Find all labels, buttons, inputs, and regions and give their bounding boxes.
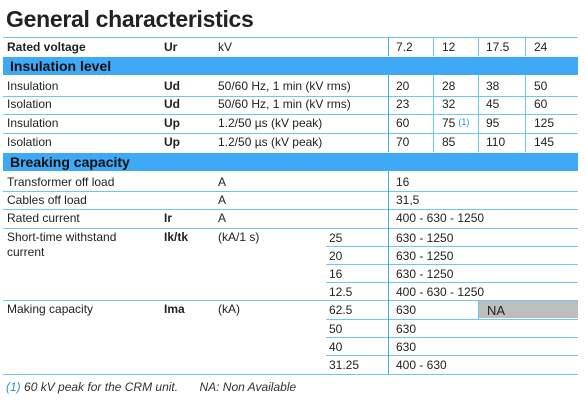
row-value: 70	[396, 135, 410, 149]
row-value: 28	[442, 79, 456, 93]
row-ka: 62.5	[329, 303, 353, 317]
divider	[3, 374, 578, 375]
divider	[326, 246, 578, 247]
table-row	[3, 211, 578, 228]
divider	[3, 37, 578, 38]
row-value	[442, 116, 469, 130]
row-symbol: Ud	[164, 97, 180, 111]
column-rule	[525, 75, 526, 152]
row-unit: A	[218, 193, 227, 207]
row-label: Insulation	[7, 79, 59, 93]
row-symbol: Up	[164, 116, 180, 130]
row-value: 400 - 630 - 1250	[396, 211, 485, 225]
column-rule	[478, 300, 479, 319]
making-group	[3, 302, 578, 376]
row-label: Rated current	[7, 211, 80, 225]
row-value: 60	[534, 97, 548, 111]
row-ka: 31.25	[329, 358, 360, 372]
rated-voltage-value: 7.2	[396, 40, 413, 54]
row-value: 16	[396, 175, 410, 189]
row-value: 85	[442, 135, 456, 149]
column-rule	[388, 75, 389, 152]
rated-voltage-label: Rated voltage	[7, 40, 86, 54]
row-value: 110	[486, 135, 506, 149]
divider	[3, 133, 578, 134]
row-symbol: Ik/tk	[164, 230, 189, 244]
row-ka: 50	[329, 322, 343, 336]
row-symbol: Ir	[164, 211, 173, 225]
divider	[3, 96, 578, 97]
row-value: 630 - 1250	[396, 267, 454, 281]
divider	[3, 300, 578, 301]
row-value: 45	[486, 97, 500, 111]
row-value: 630 - 1250	[396, 231, 454, 245]
row-ka: 25	[329, 231, 343, 245]
row-ka: 12.5	[329, 285, 353, 299]
row-label: Cables off load	[7, 193, 87, 207]
table-row	[3, 175, 578, 192]
row-ka: 16	[329, 267, 343, 281]
row-value: 145	[534, 135, 555, 149]
column-rule	[433, 75, 434, 152]
divider	[3, 114, 578, 115]
row-value: 400 - 630 - 1250	[396, 285, 485, 299]
column-rule	[525, 37, 526, 56]
footnote-text: 60 kV peak for the CRM unit.	[24, 380, 179, 394]
page-title: General characteristics	[6, 6, 254, 32]
divider	[326, 282, 578, 283]
row-label-line2: current	[7, 245, 45, 259]
divider	[326, 264, 578, 265]
row-value: 630	[396, 322, 417, 336]
table-row	[3, 116, 578, 133]
rated-voltage-row	[3, 39, 578, 56]
rated-voltage-symbol: Ur	[164, 40, 178, 54]
row-value: 630	[396, 303, 417, 317]
table-row	[3, 97, 578, 114]
row-unit: (kA)	[218, 302, 240, 316]
table-row	[3, 193, 578, 210]
row-value: 50	[534, 79, 548, 93]
row-label: Short-time withstand	[7, 230, 117, 244]
row-value: 31,5	[396, 193, 420, 207]
row-unit: (kA/1 s)	[218, 230, 260, 244]
row-value: 32	[442, 97, 456, 111]
breaking-section-title: Breaking capacity	[10, 154, 130, 170]
rated-voltage-value: 24	[534, 40, 548, 54]
divider	[3, 191, 578, 192]
divider	[326, 337, 578, 338]
row-condition: 50/60 Hz, 1 min (kV rms)	[218, 97, 351, 111]
column-rule	[478, 37, 479, 56]
footnote	[6, 380, 296, 394]
row-label: Isolation	[7, 97, 52, 111]
footnote-reference: (1)	[458, 117, 470, 127]
row-label: Insulation	[7, 116, 59, 130]
row-value: 630 - 1250	[396, 249, 454, 263]
column-rule	[478, 75, 479, 152]
column-rule	[433, 37, 434, 56]
row-value: 400 - 630	[396, 358, 447, 372]
column-rule	[388, 37, 389, 56]
row-unit: A	[218, 175, 227, 189]
row-value: 23	[396, 97, 410, 111]
column-rule	[388, 171, 389, 374]
table-row	[3, 79, 578, 96]
divider	[3, 209, 578, 210]
breaking-section-header	[3, 153, 578, 171]
insulation-section-header	[3, 57, 578, 75]
row-value-text: 75	[442, 116, 456, 130]
row-label: Transformer off load	[7, 175, 115, 189]
row-unit: A	[218, 211, 227, 225]
row-value: 630	[396, 340, 417, 354]
row-value: 125	[534, 116, 555, 130]
rated-voltage-value: 12	[442, 40, 456, 54]
insulation-section-title: Insulation level	[10, 58, 112, 74]
row-ka: 20	[329, 249, 343, 263]
row-value: 60	[396, 116, 410, 130]
na-label: NA	[487, 303, 506, 318]
divider	[326, 319, 578, 320]
row-symbol: Ud	[164, 79, 180, 93]
short-time-group	[3, 230, 578, 300]
row-value: 38	[486, 79, 500, 93]
row-condition: 1.2/50 µs (kV peak)	[218, 135, 323, 149]
footnote-ref: (1)	[6, 380, 21, 394]
table-row	[3, 135, 578, 152]
divider	[326, 355, 578, 356]
divider	[3, 228, 578, 229]
row-value: 20	[396, 79, 410, 93]
footnote-na: NA: Non Available	[199, 380, 297, 394]
row-ka: 40	[329, 340, 343, 354]
rated-voltage-value: 17.5	[486, 40, 510, 54]
row-condition: 1.2/50 µs (kV peak)	[218, 116, 323, 130]
row-label: Isolation	[7, 135, 52, 149]
row-symbol: Ima	[164, 302, 185, 316]
rated-voltage-unit: kV	[218, 40, 233, 54]
row-label: Making capacity	[7, 302, 94, 316]
row-symbol: Up	[164, 135, 180, 149]
row-value: 95	[486, 116, 500, 130]
row-condition: 50/60 Hz, 1 min (kV rms)	[218, 79, 351, 93]
